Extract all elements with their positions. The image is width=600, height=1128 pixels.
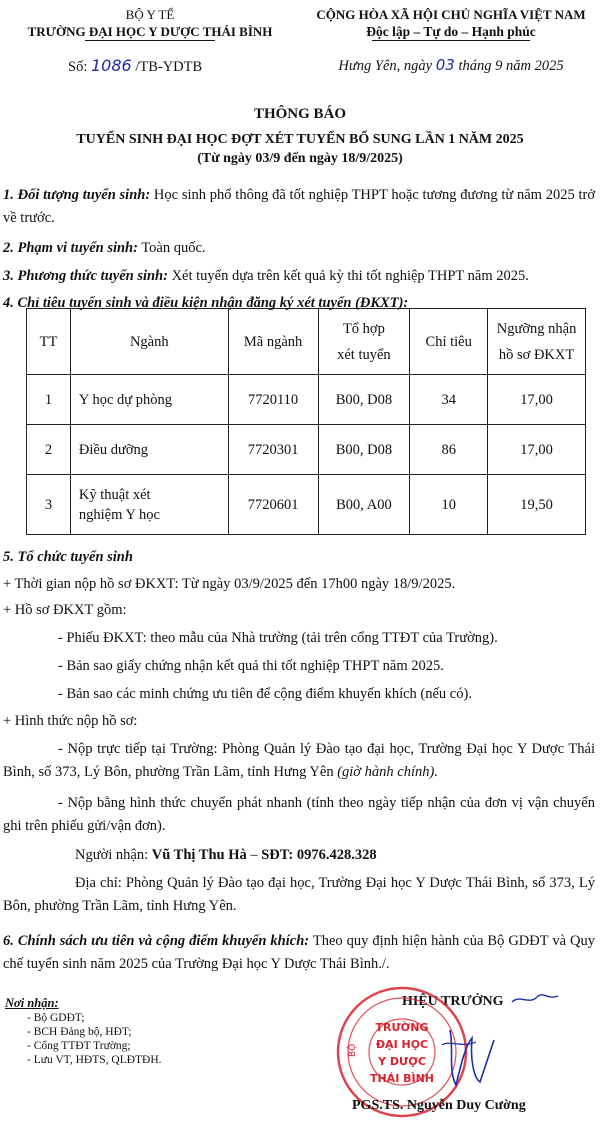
method-1-text: - Nộp trực tiếp tại Trường: Phòng Quản lý Đào tạo đại học, Trường Đại học Y Dược Thái Bình, số 373, Lý Bôn, phường Trần Lãm, tỉnh Hưng Yên	[3, 741, 595, 780]
recipient-item: - BCH Đảng bộ, HĐT;	[27, 1026, 132, 1038]
header-threshold-line1: Ngưỡng nhận	[496, 320, 577, 337]
row-major: Y học dự phòng	[70, 375, 228, 425]
republic-name: CỘNG HÒA XÃ HỘI CHỦ NGHĨA VIỆT NAM	[316, 7, 586, 22]
header-quota: Chỉ tiêu	[410, 309, 488, 375]
signature-mark	[420, 990, 570, 1100]
section-5-method-1	[3, 738, 595, 784]
stamp-line: THÁI BÌNH	[369, 1072, 435, 1085]
header-threshold	[488, 309, 586, 375]
doc-subtitle: TUYỂN SINH ĐẠI HỌC ĐỢT XÉT TUYỂN BỔ SUNG LẦN 1 NĂM 2025	[76, 132, 524, 147]
header-threshold-line2: hồ sơ ĐKXT	[498, 346, 575, 363]
recipients-block	[5, 995, 245, 1067]
row-threshold: 17,00	[488, 425, 586, 475]
issue-date	[302, 56, 600, 75]
table-row	[27, 375, 586, 425]
row-code: 7720301	[228, 425, 318, 475]
section-2-label: 2. Phạm vi tuyển sinh:	[3, 240, 138, 256]
school-name: TRƯỜNG ĐẠI HỌC Y DƯỢC THÁI BÌNH	[27, 24, 273, 39]
row-quota: 10	[410, 475, 488, 535]
header-right-rule	[372, 40, 530, 41]
section-5-recipient	[3, 844, 595, 867]
recipients-title: Nơi nhận:	[5, 996, 59, 1010]
doc-period: (Từ ngày 03/9 đến ngày 18/9/2025)	[197, 151, 403, 166]
row-tt: 1	[27, 375, 71, 425]
header-combo-line1: Tổ hợp	[342, 320, 385, 337]
signer-title: HIỆU TRƯỞNG	[402, 994, 504, 1009]
stamp-line: TRƯỜNG	[375, 1021, 429, 1034]
header-major: Ngành	[70, 309, 228, 375]
header-tt: TT	[27, 309, 71, 375]
recipient-item: - Lưu VT, HĐTS, QLĐTĐH.	[27, 1054, 162, 1066]
stamp-line: Y DƯỢC	[378, 1055, 426, 1068]
header-left-rule	[85, 40, 215, 41]
section-5-doc-1: - Phiếu ĐKXT: theo mẫu của Nhà trường (tải trên cổng TTĐT của Trường).	[58, 630, 498, 646]
recipient-sep: –	[246, 847, 262, 863]
section-6-label: 6. Chính sách ưu tiên và cộng điểm khuyến khích:	[3, 933, 310, 949]
table-row	[27, 425, 586, 475]
date-day-handwritten: 03	[435, 56, 455, 74]
header-combo	[318, 309, 410, 375]
signature-svg	[420, 990, 570, 1100]
section-5-time: + Thời gian nộp hồ sơ ĐKXT: Từ ngày 03/9/2025 đến 17h00 ngày 18/9/2025.	[3, 576, 456, 592]
row-combo: B00, A00	[318, 475, 410, 535]
row-threshold: 19,50	[488, 475, 586, 535]
section-2	[3, 237, 595, 260]
date-prefix: Hưng Yên, ngày	[338, 58, 436, 74]
number-prefix: Số:	[68, 59, 91, 75]
recipient-item: - Bộ GDĐT;	[27, 1012, 85, 1024]
section-6-text: Theo quy định hiện hành của Bộ GDĐT và Quy chế tuyển sinh năm 2025 của Trường Đại học Y Dược Thái Bình./.	[3, 933, 595, 972]
row-quota: 86	[410, 425, 488, 475]
header-code: Mã ngành	[228, 309, 318, 375]
section-3-label: 3. Phương thức tuyển sinh:	[3, 268, 168, 284]
method-1-note: (giờ hành chính).	[337, 764, 438, 780]
header-combo-line2: xét tuyển	[337, 346, 391, 363]
signer-name: PGS.TS. Nguyễn Duy Cường	[352, 1098, 526, 1113]
section-1-text: Học sinh phổ thông đã tốt nghiệp THPT hoặc tương đương từ năm 2025 trở về trước.	[3, 187, 595, 226]
table-row	[27, 475, 586, 535]
national-motto: Độc lập – Tự do – Hạnh phúc	[366, 24, 536, 39]
header-left	[0, 6, 300, 41]
row-threshold: 17,00	[488, 375, 586, 425]
section-5-doc-3: - Bản sao các minh chứng ưu tiên để cộng điểm khuyến khích (nếu có).	[58, 686, 472, 702]
number-suffix: /TB-YDTB	[131, 59, 203, 75]
section-5-docs-title: + Hồ sơ ĐKXT gồm:	[3, 602, 127, 618]
section-5-address: Địa chỉ: Phòng Quản lý Đào tạo đại học, Trường Đại học Y Dược Thái Bình, số 373, Lý Bôn, phường Trần Lãm, tỉnh Hưng Yên.	[3, 875, 595, 914]
row-combo: B00, D08	[318, 375, 410, 425]
section-5-method-2: - Nộp bằng hình thức chuyển phát nhanh (tính theo ngày tiếp nhận của đơn vị vận chuyển ghi trên phiếu gửi/vận đơn).	[3, 795, 595, 834]
row-combo: B00, D08	[318, 425, 410, 475]
row-quota: 34	[410, 375, 488, 425]
section-4-label: 4. Chỉ tiêu tuyển sinh và điều kiện nhận đăng ký xét tuyển (ĐKXT):	[3, 295, 409, 311]
doc-title: THÔNG BÁO	[253, 106, 347, 122]
recipient-prefix: Người nhận:	[75, 847, 152, 863]
recipient-phone: SĐT: 0976.428.328	[261, 847, 377, 863]
section-5-method-title: + Hình thức nộp hồ sơ:	[3, 713, 138, 729]
header-right	[302, 6, 600, 41]
section-3	[3, 265, 595, 288]
recipient-name: Vũ Thị Thu Hà	[151, 847, 247, 863]
row-code: 7720110	[228, 375, 318, 425]
row-major: Điều dưỡng	[70, 425, 228, 475]
section-5-doc-2: - Bản sao giấy chứng nhận kết quả thi tốt nghiệp THPT năm 2025.	[58, 658, 444, 674]
document-number	[68, 56, 202, 76]
section-2-text: Toàn quốc.	[137, 240, 206, 256]
table-header-row	[27, 309, 586, 375]
row-tt: 3	[27, 475, 71, 535]
number-handwritten: 1086	[90, 56, 132, 75]
admission-table	[26, 308, 586, 535]
section-1	[3, 184, 595, 230]
section-6	[3, 930, 595, 976]
recipient-item: - Cổng TTĐT Trường;	[27, 1040, 131, 1052]
stamp-line: ĐẠI HỌC	[375, 1038, 429, 1051]
section-3-text: Xét tuyển dựa trên kết quả kỳ thi tốt nghiệp THPT năm 2025.	[167, 268, 529, 284]
row-tt: 2	[27, 425, 71, 475]
section-5-label: 5. Tổ chức tuyển sinh	[3, 549, 133, 565]
row-code: 7720601	[228, 475, 318, 535]
ministry-name: BỘ Y TẾ	[125, 7, 175, 22]
date-suffix: tháng 9 năm 2025	[454, 58, 564, 74]
stamp-side-text: BỘ	[348, 1043, 358, 1057]
row-major: Kỹ thuật xét nghiệm Y học	[70, 475, 228, 535]
section-1-label: 1. Đối tượng tuyển sinh:	[3, 187, 151, 203]
